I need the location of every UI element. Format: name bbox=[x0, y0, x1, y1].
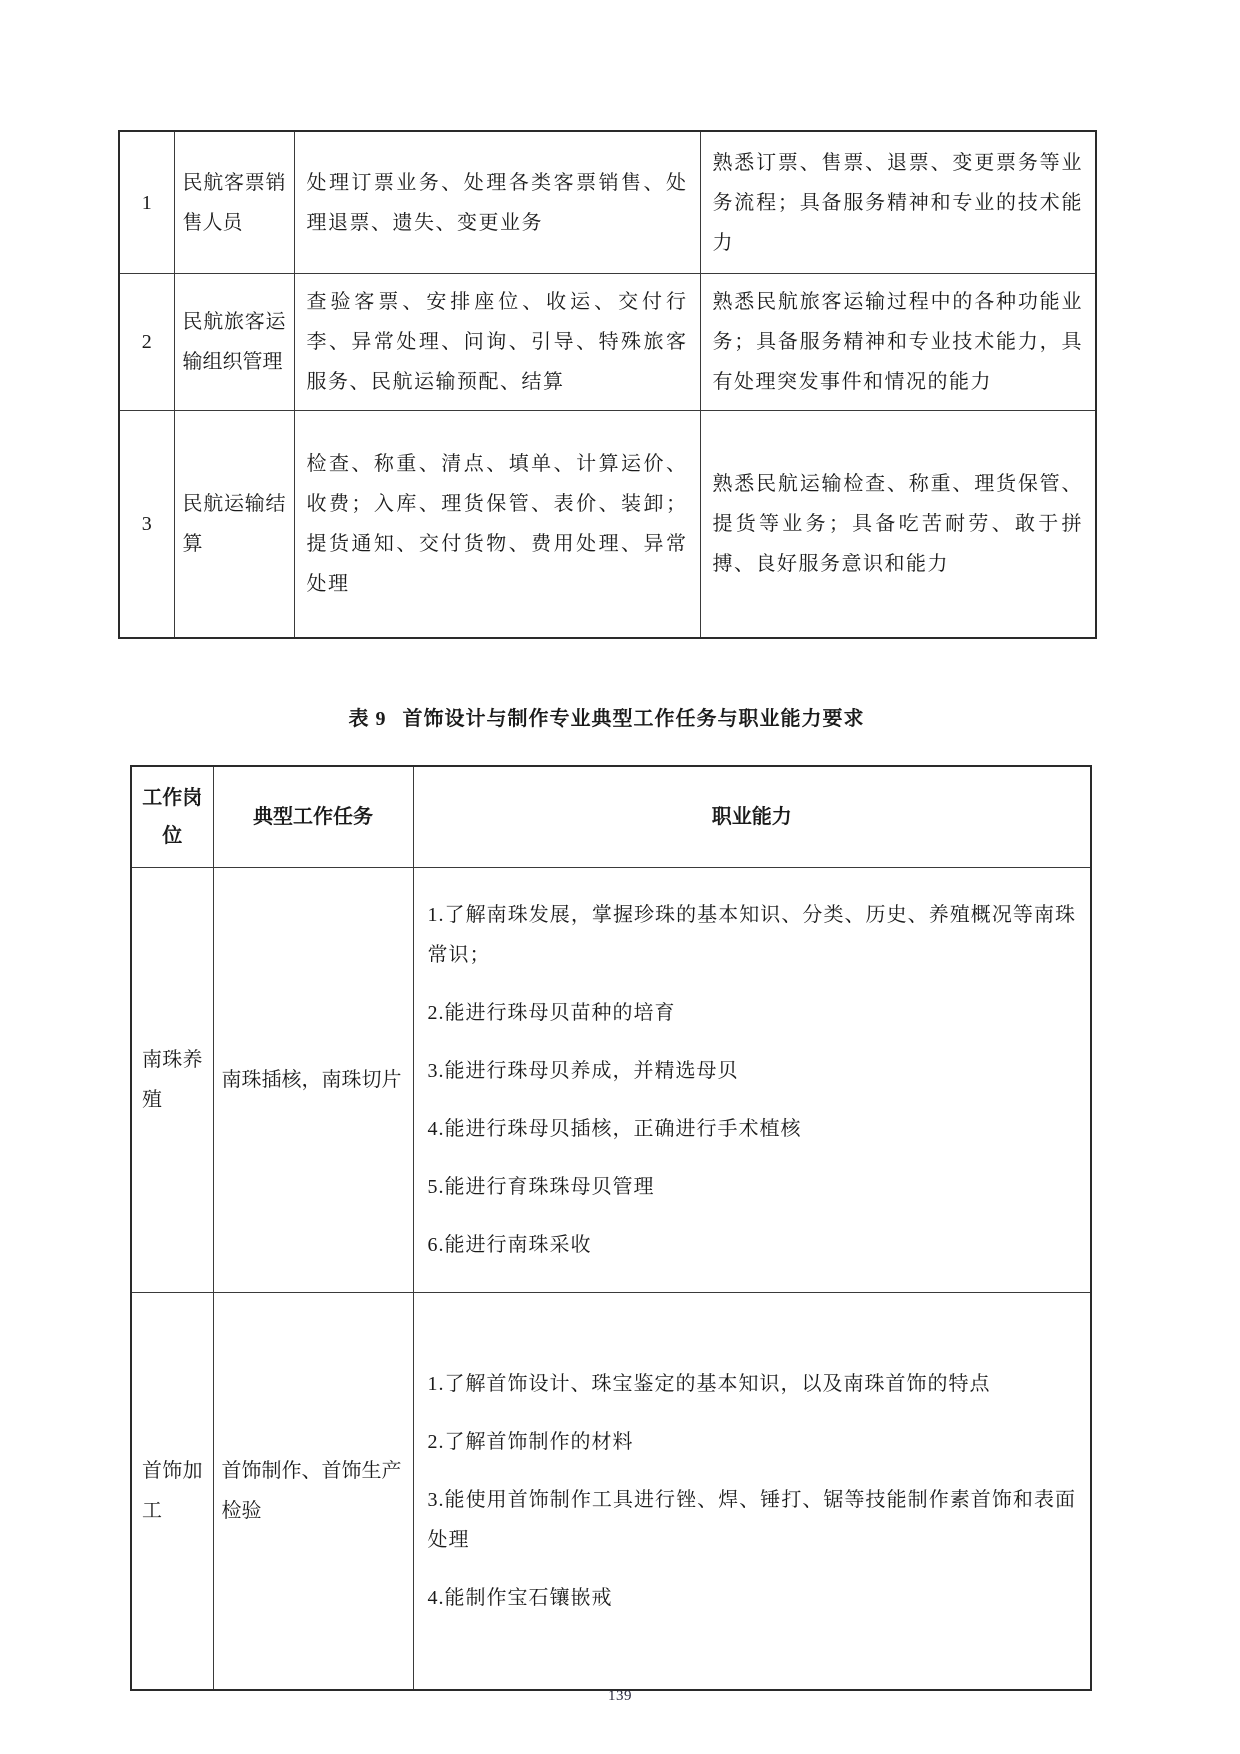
document-page bbox=[118, 130, 1095, 1691]
jewelry-table bbox=[130, 765, 1092, 1691]
ability-item: 5.能进行育珠珠母贝管理 bbox=[427, 1176, 655, 1198]
ability-item: 3.能进行珠母贝养成，并精选母贝 bbox=[427, 1060, 739, 1082]
row-number: 3 bbox=[119, 411, 174, 639]
table-row bbox=[131, 868, 1091, 1293]
abilities-cell: 熟悉订票、售票、退票、变更票务等业务流程；具备服务精神和专业的技术能力 bbox=[700, 131, 1096, 274]
ability-item: 4.能进行珠母贝插核，正确进行手术植核 bbox=[427, 1118, 802, 1140]
work-tasks-cell: 检查、称重、清点、填单、计算运价、收费；入库、理货保管、表价、装卸；提货通知、交付货物、费用处理、异常处理 bbox=[294, 411, 700, 639]
table-row bbox=[131, 1293, 1091, 1691]
table9-caption-title: 首饰设计与制作专业典型工作任务与职业能力要求 bbox=[402, 708, 865, 730]
table-row bbox=[119, 411, 1096, 639]
ability-item: 1.了解首饰设计、珠宝鉴定的基本知识，以及南珠首饰的特点 bbox=[427, 1373, 991, 1395]
abilities-cell bbox=[413, 868, 1091, 1293]
table-row bbox=[119, 274, 1096, 411]
ability-item: 2.能进行珠母贝苗种的培育 bbox=[427, 1002, 676, 1024]
header-row bbox=[131, 766, 1091, 868]
work-tasks-cell: 处理订票业务、处理各类客票销售、处理退票、遗失、变更业务 bbox=[294, 131, 700, 274]
table9-caption bbox=[118, 703, 1095, 735]
ability-item: 1.了解南珠发展，掌握珍珠的基本知识、分类、历史、养殖概况等南珠常识； bbox=[427, 904, 1076, 966]
table-row bbox=[119, 131, 1096, 274]
ability-item: 4.能制作宝石镶嵌戒 bbox=[427, 1587, 613, 1609]
ability-item: 2.了解首饰制作的材料 bbox=[427, 1431, 634, 1453]
job-post-cell: 南珠养殖 bbox=[131, 868, 213, 1293]
work-tasks-cell: 查验客票、安排座位、收运、交付行李、异常处理、问询、引导、特殊旅客服务、民航运输预配、结算 bbox=[294, 274, 700, 411]
ability-item: 6.能进行南珠采收 bbox=[427, 1234, 592, 1256]
abilities-cell: 熟悉民航运输检查、称重、理货保管、提货等业务；具备吃苦耐劳、敢于拼搏、良好服务意识和能力 bbox=[700, 411, 1096, 639]
work-task-cell: 南珠插核，南珠切片 bbox=[213, 868, 413, 1293]
abilities-cell: 熟悉民航旅客运输过程中的各种功能业务；具备服务精神和专业技术能力，具有处理突发事件和情况的能力 bbox=[700, 274, 1096, 411]
table9-caption-number: 表 9 bbox=[348, 708, 387, 730]
job-post-cell: 民航旅客运输组织管理 bbox=[174, 274, 294, 411]
row-number: 1 bbox=[119, 131, 174, 274]
job-post-cell: 首饰加工 bbox=[131, 1293, 213, 1691]
abilities-cell bbox=[413, 1293, 1091, 1691]
header-work-task: 典型工作任务 bbox=[213, 766, 413, 868]
job-post-cell: 民航客票销售人员 bbox=[174, 131, 294, 274]
job-post-cell: 民航运输结算 bbox=[174, 411, 294, 639]
row-number: 2 bbox=[119, 274, 174, 411]
header-ability: 职业能力 bbox=[413, 766, 1091, 868]
work-task-cell: 首饰制作、首饰生产检验 bbox=[213, 1293, 413, 1691]
header-job-post: 工作岗位 bbox=[131, 766, 213, 868]
ability-item: 3.能使用首饰制作工具进行锉、焊、锤打、锯等技能制作素首饰和表面处理 bbox=[427, 1489, 1076, 1551]
page-number: 139 bbox=[608, 1688, 632, 1704]
aviation-jobs-table bbox=[118, 130, 1097, 639]
